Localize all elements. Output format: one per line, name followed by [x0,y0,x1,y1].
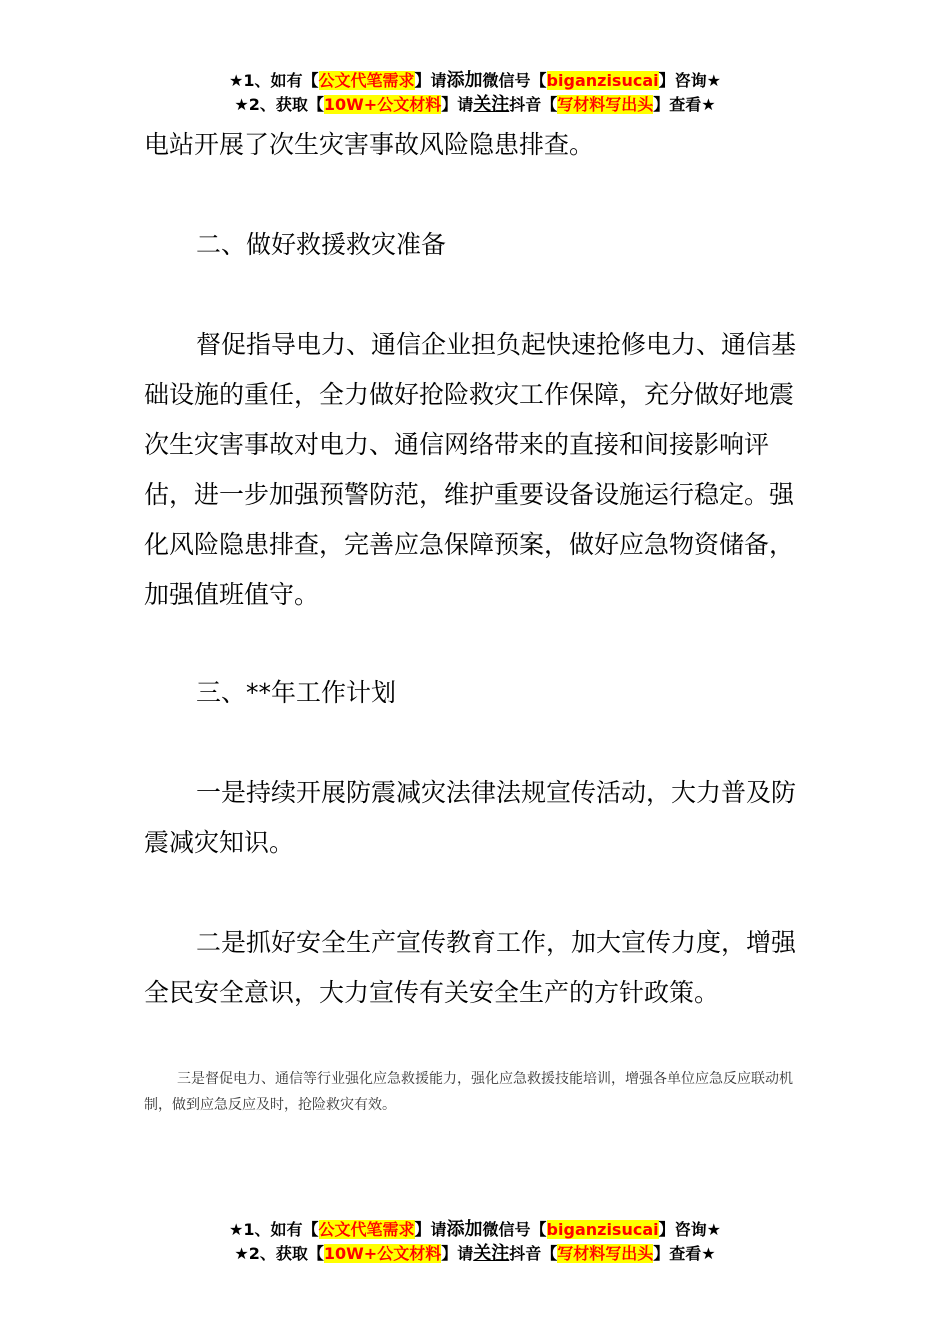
banner-text: 微信号【 [482,1220,547,1239]
banner-text: ★2、获取【 [234,95,324,114]
header-banner [0,69,950,117]
banner-text: 】查看★ [653,1244,716,1263]
footer-banner-line-1 [0,1218,950,1242]
emphasis-follow: 关注 [473,1243,510,1264]
highlight-wechat-id: biganzisucai [546,71,659,90]
footer-banner-line-2 [0,1242,950,1266]
banner-text: 】请 [441,95,474,114]
banner-text: 】咨询★ [658,1220,721,1239]
banner-text: ★1、如有【 [229,71,319,90]
emphasis-follow: 关注 [473,94,510,115]
banner-text: 】请 [441,1244,474,1263]
paragraph-rescue-preparation: 督促指导电力、通信企业担负起快速抢修电力、通信基础设施的重任，全力做好抢险救灾工作保障，充分做好地震次生灾害事故对电力、通信网络带来的直接和间接影响评估，进一步加强预警防范，维护重要设备设施运行稳定。强化风险隐患排查，完善应急保障预案，做好应急物资储备，加强值班值守。 [144,330,797,609]
banner-text: ★1、如有【 [229,1220,319,1239]
paragraph-plan-2: 二是抓好安全生产宣传教育工作，加大宣传力度，增强全民安全意识，大力宣传有关安全生产的方针政策。 [144,928,797,1007]
header-banner-line-2 [0,93,950,117]
section-heading-3: 三、**年工作计划 [196,678,397,707]
highlight-materials: 10W+公文材料 [323,95,442,114]
footer-banner [0,1218,950,1266]
highlight-wechat-id: biganzisucai [546,1220,659,1239]
banner-text: 抖音【 [509,1244,558,1263]
paragraph-plan-3: 三是督促电力、通信等行业强化应急救援能力，强化应急救援技能培训，增强各单位应急反应联动机制，做到应急反应及时，抢险救灾有效。 [144,1071,793,1113]
section-heading-2: 二、做好救援救灾准备 [196,230,447,259]
highlight-service: 公文代笔需求 [318,1220,415,1239]
highlight-douyin-id: 写材料写出头 [557,95,654,114]
header-banner-line-1 [0,69,950,93]
paragraph-plan-1: 一是持续开展防震减灾法律法规宣传活动，大力普及防震减灾知识。 [144,778,797,857]
emphasis-add: 添加 [446,1219,483,1240]
banner-text: 微信号【 [482,71,547,90]
banner-text: ★2、获取【 [234,1244,324,1263]
emphasis-add: 添加 [446,70,483,91]
highlight-materials: 10W+公文材料 [323,1244,442,1263]
banner-text: 】请 [414,71,447,90]
banner-text: 】请 [414,1220,447,1239]
paragraph-continuation: 电站开展了次生灾害事故风险隐患排查。 [144,130,595,159]
banner-text: 】查看★ [653,95,716,114]
banner-text: 抖音【 [509,95,558,114]
highlight-service: 公文代笔需求 [318,71,415,90]
highlight-douyin-id: 写材料写出头 [557,1244,654,1263]
banner-text: 】咨询★ [658,71,721,90]
